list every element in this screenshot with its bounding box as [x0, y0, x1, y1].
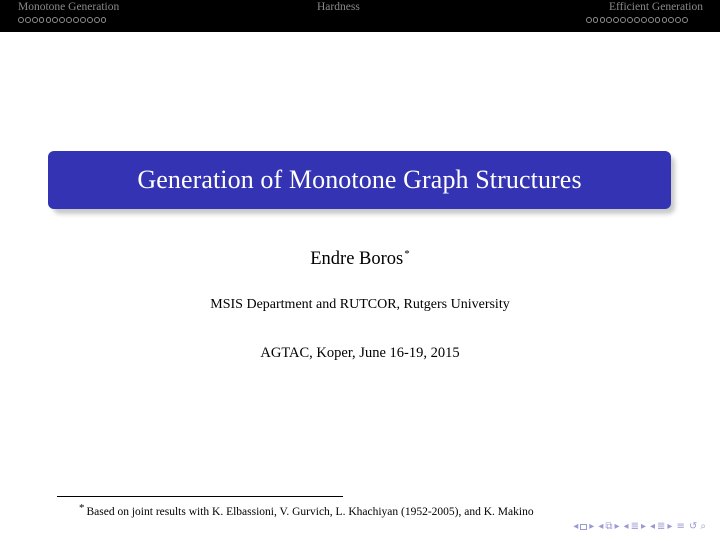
- subsection-nav[interactable]: [598, 521, 619, 532]
- footnote: [57, 500, 667, 520]
- slide-dot[interactable]: [25, 17, 31, 23]
- nav-section-efficient-generation[interactable]: Efficient Generation: [609, 1, 703, 13]
- slide-dot[interactable]: [620, 17, 626, 23]
- arrow-right-icon[interactable]: ▸: [614, 521, 620, 532]
- slide-dot[interactable]: [593, 17, 599, 23]
- frame-nav[interactable]: [573, 521, 594, 532]
- slide-dot[interactable]: [655, 17, 661, 23]
- document-nav[interactable]: [650, 521, 672, 532]
- slide-dot[interactable]: [606, 17, 612, 23]
- slide-dot[interactable]: [613, 17, 619, 23]
- toc-icon[interactable]: ≡: [676, 521, 685, 532]
- slide-dot[interactable]: [94, 17, 100, 23]
- presentation-date: AGTAC, Koper, June 16-19, 2015: [260, 345, 460, 361]
- arrow-right-icon[interactable]: ▸: [589, 521, 595, 532]
- frame-icon: [580, 524, 587, 530]
- document-icon: ≣: [657, 521, 666, 532]
- slide-dot[interactable]: [668, 17, 674, 23]
- slide-dot[interactable]: [634, 17, 640, 23]
- section-icon: ≣: [630, 521, 639, 532]
- subsection-icon: ⧉: [605, 521, 613, 532]
- presentation-title: Generation of Monotone Graph Structures: [137, 165, 582, 194]
- footnote-mark: *: [79, 502, 85, 514]
- slide-dot[interactable]: [18, 17, 24, 23]
- institute: MSIS Department and RUTCOR, Rutgers University: [210, 297, 510, 312]
- slide-dot[interactable]: [32, 17, 38, 23]
- slide-dots-section-1[interactable]: [18, 17, 106, 25]
- arrow-left-icon[interactable]: ◂: [649, 521, 656, 532]
- slide-dot[interactable]: [648, 17, 654, 23]
- arrow-left-icon[interactable]: ◂: [598, 521, 604, 532]
- slide-dot[interactable]: [600, 17, 606, 23]
- slide-dot[interactable]: [66, 17, 72, 23]
- slide-dot[interactable]: [59, 17, 65, 23]
- slide-dot[interactable]: [87, 17, 93, 23]
- arrow-right-icon[interactable]: ▸: [640, 521, 646, 532]
- arrow-left-icon[interactable]: ◂: [623, 521, 629, 532]
- nav-section-hardness[interactable]: Hardness: [317, 1, 360, 13]
- slide-dot[interactable]: [39, 17, 45, 23]
- slide-dot[interactable]: [682, 17, 688, 23]
- slide-dots-section-3[interactable]: [586, 17, 688, 25]
- section-navigation-bar: [0, 0, 720, 32]
- footnote-rule: [57, 496, 343, 497]
- author: [0, 248, 720, 270]
- slide-dot[interactable]: [73, 17, 79, 23]
- slide-dot[interactable]: [641, 17, 647, 23]
- slide-dot[interactable]: [627, 17, 633, 23]
- slide-dot[interactable]: [662, 17, 668, 23]
- title-box: [48, 151, 671, 209]
- slide-dot[interactable]: [586, 17, 592, 23]
- slide-dot[interactable]: [101, 17, 107, 23]
- arrow-right-icon[interactable]: ▸: [667, 521, 673, 532]
- slide-dot[interactable]: [675, 17, 681, 23]
- arrow-left-icon[interactable]: ◂: [573, 521, 579, 532]
- author-name: Endre Boros: [310, 249, 404, 269]
- slide-dot[interactable]: [80, 17, 86, 23]
- beamer-navigation-symbols: [573, 521, 706, 532]
- slide-dot[interactable]: [46, 17, 52, 23]
- nav-section-monotone-generation[interactable]: Monotone Generation: [18, 1, 120, 13]
- author-footnote-mark[interactable]: *: [404, 248, 410, 260]
- footnote-text: Based on joint results with K. Elbassioni, V. Gurvich, L. Khachiyan (1952-2005), and K. Makino: [86, 506, 534, 518]
- slide-dot[interactable]: [52, 17, 58, 23]
- search-icon[interactable]: ↺ ⌕: [688, 521, 706, 532]
- section-nav[interactable]: [624, 521, 646, 532]
